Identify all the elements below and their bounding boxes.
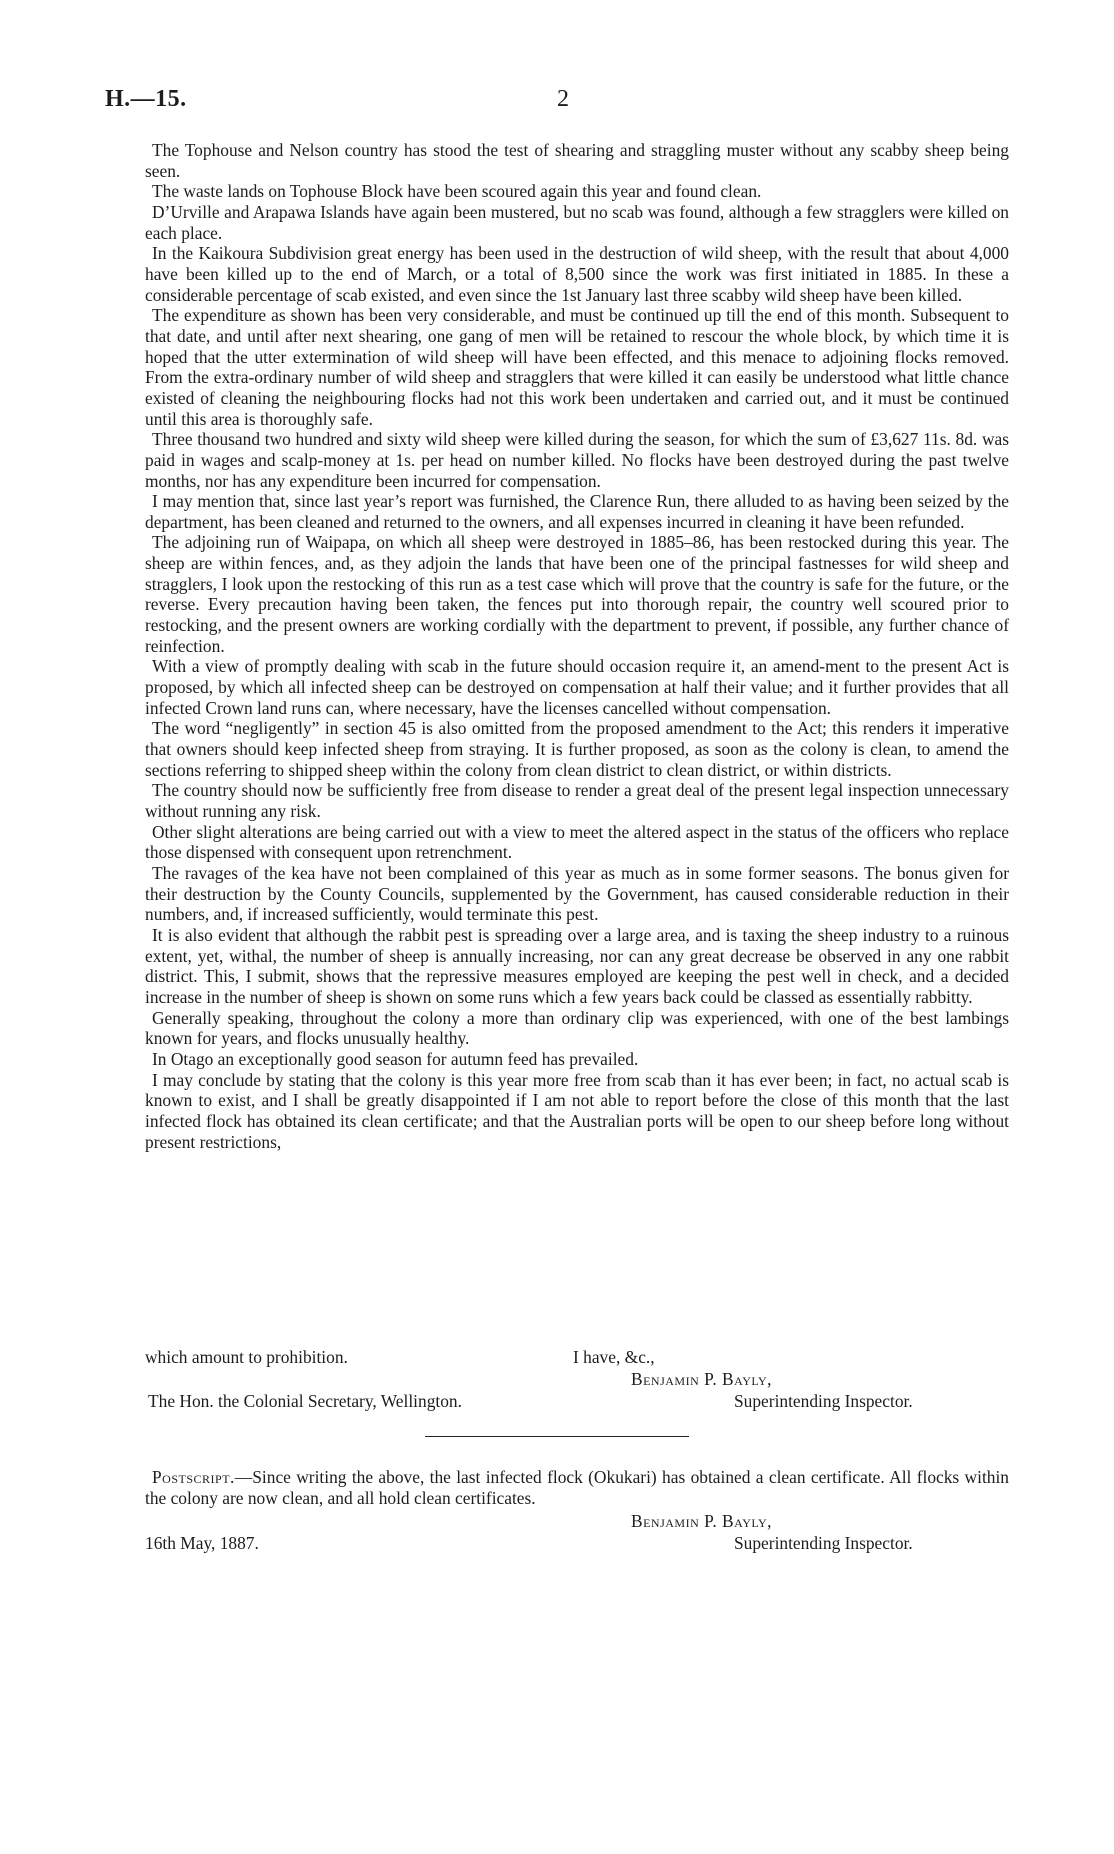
paragraph-tophouse-nelson: The Tophouse and Nelson country has stood the test of shearing and straggling muster without any scabby sheep being seen.: [145, 140, 1009, 181]
paragraph-rabbit-pest: It is also evident that although the rabbit pest is spreading over a large area, and is taxing the sheep industry to a ruinous extent, yet, withal, the number of sheep is annually increasing, nor can any great decrease be observed in any one rabbit district. This, I submit, shows that the repressive measures employed are keeping the pest well in check, and a decided increase in the number of sheep is shown on some runs which a few years back could be classed as essentially rabbitty.: [145, 924, 1009, 1007]
postscript: [145, 1467, 1009, 1509]
postscript-label: Postscript.: [152, 1467, 235, 1487]
postscript-signer-name: Benjamin P. Bayly,: [631, 1511, 773, 1531]
conclusion-line: which amount to prohibition.: [145, 1347, 348, 1367]
valediction: I have, &c.,: [573, 1347, 655, 1367]
postscript-date: 16th May, 1887.: [145, 1533, 259, 1553]
paragraph-waste-lands: The waste lands on Tophouse Block have been scoured again this year and found clean.: [152, 181, 762, 202]
document-reference: H.—15.: [105, 86, 187, 112]
paragraph-expenditure: The expenditure as shown has been very considerable, and must be continued up till the end of this month. Subsequent to that date, and until after next shearing, one gang of men will be retained to rescour the whole block, by which time it is hoped that the utter extermination of wild sheep will have been effected, and this menace to adjoining flocks removed. From the extra-ordinary number of wild sheep and stragglers that were killed it can easily be understood what little chance existed of cleaning the neighbouring flocks had not this work been undertaken and carried out, and it must be continued until this area is thoroughly safe.: [145, 305, 1009, 429]
paragraph-kea: The ravages of the kea have not been complained of this year as much as in some former seasons. The bonus given for their destruction by the County Councils, supplemented by the Government, has caused considerable reduction in their numbers, and, if increased sufficiently, would terminate this pest.: [145, 862, 1009, 925]
paragraph-waipapa: The adjoining run of Waipapa, on which all sheep were destroyed in 1885–86, has been restocked during this year. The sheep are within fences, and, as they adjoin the lands that have been one of the principal fastnesses for wild sheep and stragglers, I look upon the restocking of this run as a test case which will prove that the country is safe for the future, or the reverse. Every precaution having been taken, the fences put into thorough repair, the country well scoured prior to restocking, and the present owners are working cordially with the department to prevent, if possible, any further chance of reinfection.: [145, 532, 1009, 656]
paragraph-clip: Generally speaking, throughout the colony a more than ordinary clip was experienced, with one of the best lambings known for years, and flocks unusually healthy.: [145, 1007, 1009, 1049]
paragraph-amendment: With a view of promptly dealing with scab in the future should occasion require it, an amend-ment to the present Act is proposed, by which all infected sheep can be destroyed on compensation at half their value; and it further provides that all infected Crown land runs can, where necessary, have the licenses cancelled without compensation.: [145, 656, 1009, 718]
paragraph-negligently: The word “negligently” in section 45 is also omitted from the proposed amendment to the Act; this renders it imperative that owners should keep infected sheep from straying. It is further proposed, as soon as the colony is clean, to amend the sections referring to shipped sheep within the colony from clean district to clean district, or within districts.: [145, 718, 1009, 780]
paragraph-otago: In Otago an exceptionally good season for autumn feed has prevailed.: [152, 1048, 639, 1069]
page-number: 2: [557, 86, 569, 112]
postscript-signer-title: Superintending Inspector.: [734, 1533, 913, 1553]
letter-closing: [145, 1347, 1009, 1417]
paragraph-wild-sheep-killed: Three thousand two hundred and sixty wild sheep were killed during the season, for which the sum of £3,627 11s. 8d. was paid in wages and scalp-money at 1s. per head on number killed. No flocks have been destroyed during the past twelve months, nor has any expenditure been incurred for compensation.: [145, 429, 1009, 491]
postscript-text: —Since writing the above, the last infected flock (Okukari) has obtained a clean certificate. All flocks within the colony are now clean, and all hold clean certificates.: [145, 1467, 1009, 1508]
postscript-signature: [145, 1511, 1009, 1561]
paragraph-kaikoura: In the Kaikoura Subdivision great energy has been used in the destruction of wild sheep, with the result that about 4,000 have been killed up to the end of March, or a total of 8,500 since the work was first initiated in 1885. In these a considerable percentage of scab existed, and even since the 1st January last three scabby wild sheep have been killed.: [145, 243, 1009, 305]
report-body: [145, 140, 1009, 1152]
section-divider: [425, 1436, 689, 1437]
paragraph-inspection: The country should now be sufficiently free from disease to render a great deal of the present legal inspection unnecessary without running any risk.: [145, 780, 1009, 821]
paragraph-durville-islands: D’Urville and Arapawa Islands have again been mustered, but no scab was found, although a few stragglers were killed on each place.: [145, 201, 1009, 243]
signer-name: Benjamin P. Bayly,: [631, 1369, 773, 1389]
addressee: The Hon. the Colonial Secretary, Wellington.: [148, 1391, 462, 1411]
paragraph-conclusion: I may conclude by stating that the colony is this year more free from scab than it has ever been; in fact, no actual scab is known to exist, and I shall be greatly disappointed if I am not able to report before the close of this month that the last infected flock has obtained its clean certificate; and that the Australian ports will be open to our sheep before long without present restrictions,: [145, 1069, 1009, 1152]
signer-title: Superintending Inspector.: [734, 1391, 913, 1411]
paragraph-alterations: Other slight alterations are being carried out with a view to meet the altered aspect in the status of the officers who replace those dispensed with consequent upon retrenchment.: [145, 821, 1009, 863]
postscript-paragraph: [145, 1467, 1009, 1509]
paragraph-clarence-run: I may mention that, since last year’s report was furnished, the Clarence Run, there alluded to as having been seized by the department, has been cleaned and returned to the owners, and all expenses incurred in cleaning it have been refunded.: [145, 491, 1009, 532]
